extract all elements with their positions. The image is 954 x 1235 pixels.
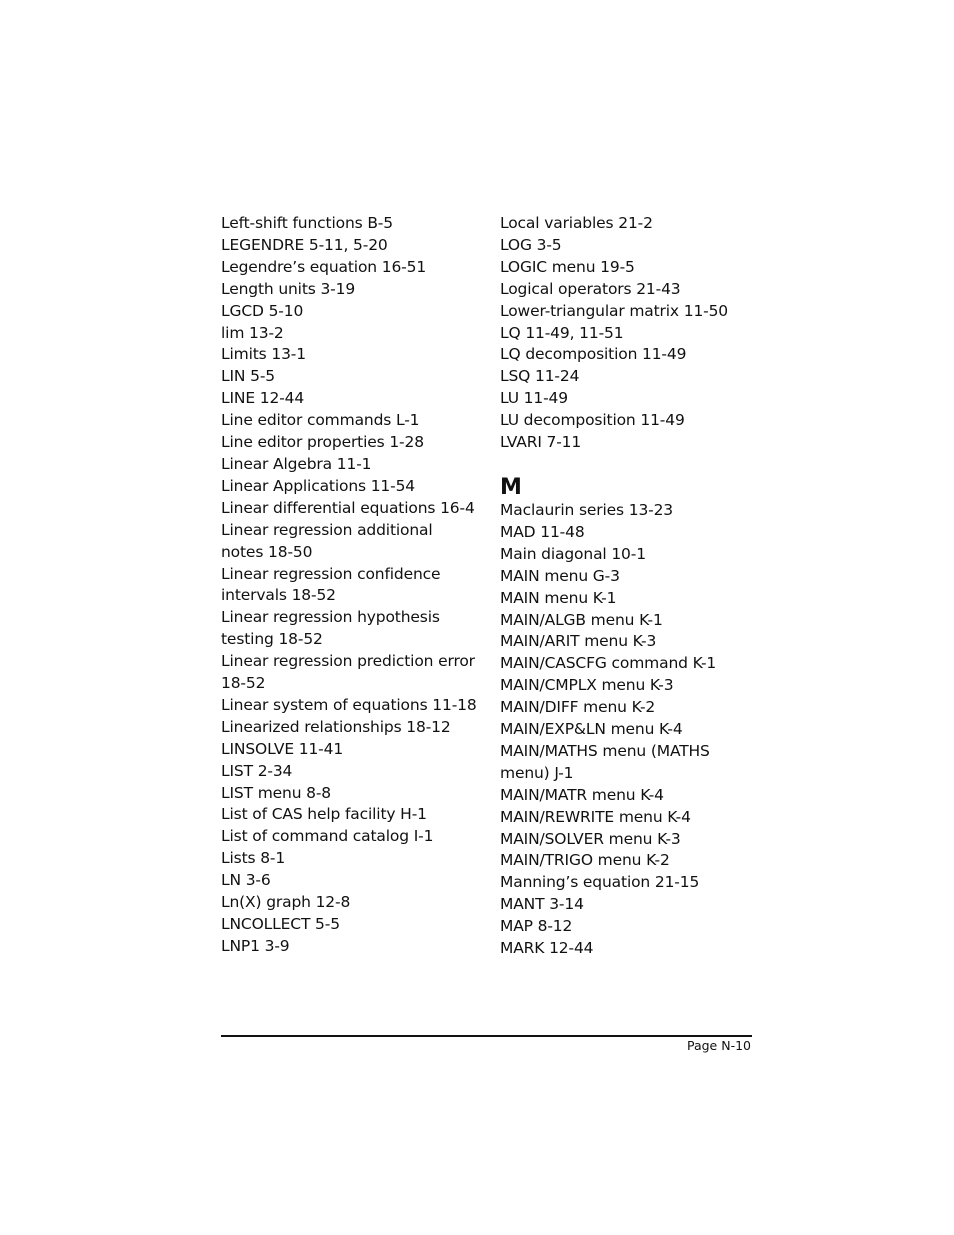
index-entry: MANT 3-14: [500, 895, 584, 914]
index-entry: LNCOLLECT 5-5: [221, 915, 340, 933]
index-entry: LIN 5-5: [221, 367, 275, 386]
index-entry: MAIN/CASCFG command K-1: [500, 654, 717, 673]
footer-divider: [221, 1035, 752, 1037]
index-entry: LGCD 5-10: [221, 301, 304, 320]
index-entry: MAIN/MATHS menu (MATHS menu) J-1: [500, 741, 710, 782]
index-entry: MAIN menu G-3: [500, 566, 620, 585]
index-entry: MAIN/EXP&LN menu K-4: [500, 720, 683, 739]
index-entry: MAIN menu K-1: [500, 588, 617, 607]
index-entry: Linear system of equations 11-18: [221, 695, 477, 714]
index-entry: MAD 11-48: [500, 522, 585, 541]
index-entry: LEGENDRE 5-11, 5-20: [221, 235, 388, 254]
index-entry: Linearized relationships 18-12: [221, 717, 451, 736]
index-entry: Maclaurin series 13-23: [500, 500, 674, 519]
index-entry: MAIN/CMPLX menu K-3: [500, 676, 674, 695]
index-entry: LVARI 7-11: [500, 433, 582, 452]
index-entry: LU 11-49: [500, 389, 568, 408]
index-entry: Linear regression confidence intervals 18-52: [221, 564, 441, 605]
index-entry: LN 3-6: [221, 871, 271, 890]
index-entry: List of CAS help facility H-1: [221, 805, 427, 824]
index-entry: Line editor properties 1-28: [221, 433, 424, 452]
index-entry: LIST 2-34: [221, 761, 293, 780]
index-entry: LNP1 3-9: [221, 936, 290, 955]
index-entry: Local variables 21-2: [500, 214, 653, 232]
index-entry: Linear regression additional notes 18-50: [221, 520, 433, 561]
index-entry: LU decomposition 11-49: [500, 411, 685, 430]
index-entry: LOGIC menu 19-5: [500, 257, 635, 276]
index-entry: MAIN/TRIGO menu K-2: [500, 851, 670, 870]
index-entry: Limits 13-1: [221, 345, 306, 364]
index-entry: LOG 3-5: [500, 235, 562, 254]
index-entry: MAIN/SOLVER menu K-3: [500, 829, 681, 848]
index-entry: MARK 12-44: [500, 939, 594, 958]
page-number: Page N-10: [686, 1038, 751, 1053]
index-entry: LQ 11-49, 11-51: [500, 323, 624, 342]
index-entry: Linear Applications 11-54: [221, 476, 415, 495]
index-entry: MAIN/REWRITE menu K-4: [500, 807, 691, 826]
index-entry: LSQ 11-24: [500, 367, 580, 386]
section-heading-m: M: [500, 474, 522, 500]
index-entry: Ln(X) graph 12-8: [221, 893, 351, 912]
index-entry: lim 13-2: [221, 323, 284, 342]
index-column-left: [221, 213, 477, 958]
index-entry: MAIN/ALGB menu K-1: [500, 610, 663, 629]
index-entry: Linear differential equations 16-4: [221, 498, 475, 517]
index-entry: Lists 8-1: [221, 849, 286, 868]
index-entry: MAIN/DIFF menu K-2: [500, 698, 656, 717]
index-entry: LIST menu 8-8: [221, 783, 332, 802]
index-entry: Length units 3-19: [221, 279, 356, 298]
index-entry: Linear regression hypothesis testing 18-52: [221, 608, 440, 649]
index-entry: Legendre’s equation 16-51: [221, 257, 427, 276]
index-entry: LINSOLVE 11-41: [221, 739, 344, 758]
index-entry: MAIN/ARIT menu K-3: [500, 632, 657, 651]
index-entry: Line editor commands L-1: [221, 411, 420, 430]
index-entry: Left-shift functions B-5: [221, 214, 393, 232]
index-entry: LQ decomposition 11-49: [500, 345, 687, 364]
index-entry: Manning’s equation 21-15: [500, 873, 700, 892]
index-entry: Logical operators 21-43: [500, 279, 681, 298]
index-entry: Lower-triangular matrix 11-50: [500, 301, 729, 320]
index-column-right: [500, 213, 756, 960]
index-entry: MAIN/MATR menu K-4: [500, 785, 664, 804]
index-entry: Linear Algebra 11-1: [221, 454, 372, 473]
index-entry: List of command catalog I-1: [221, 827, 434, 846]
index-entry: MAP 8-12: [500, 917, 573, 936]
index-entry: Main diagonal 10-1: [500, 544, 646, 563]
index-entry: LINE 12-44: [221, 389, 305, 408]
index-entry: Linear regression prediction error 18-52: [221, 652, 475, 693]
